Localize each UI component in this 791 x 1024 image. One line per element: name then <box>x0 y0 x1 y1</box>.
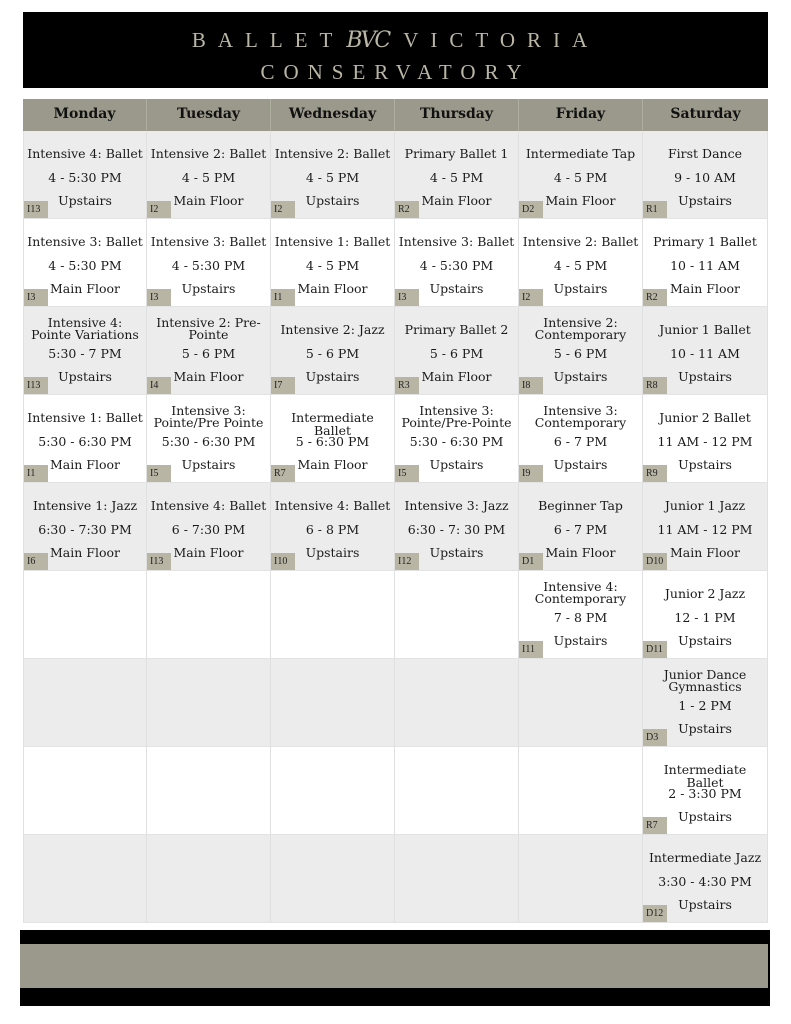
bvc-logo-icon: BVC <box>346 28 390 53</box>
class-time: 4 - 5:30 PM <box>48 170 122 185</box>
class-title: Intensive 2: Ballet <box>274 146 391 161</box>
class-room: Main Floor <box>297 281 368 296</box>
class-title: Junior 2 Jazz <box>664 586 746 601</box>
class-cell <box>395 483 519 571</box>
class-code-badge: I1 <box>24 465 48 482</box>
class-code-badge: I5 <box>395 465 419 482</box>
class-title: Primary 1 Ballet <box>653 234 757 249</box>
class-code-badge: I3 <box>147 289 171 306</box>
footer-band <box>20 944 768 988</box>
class-title: Junior Dance Gymnastics <box>663 667 747 694</box>
class-time: 6 - 7 PM <box>553 434 608 449</box>
class-code-badge: I13 <box>24 377 48 394</box>
class-time: 4 - 5 PM <box>553 170 608 185</box>
class-code-badge: R3 <box>395 377 419 394</box>
class-room: Main Floor <box>173 193 244 208</box>
conservatory-header <box>23 12 768 88</box>
class-time: 12 - 1 PM <box>674 610 736 625</box>
class-time: 6:30 - 7: 30 PM <box>407 522 506 537</box>
empty-cell <box>395 747 519 835</box>
footer-bar <box>20 930 770 1006</box>
class-cell <box>519 307 643 395</box>
class-time: 4 - 5 PM <box>181 170 236 185</box>
class-cell <box>643 747 768 835</box>
class-time: 11 AM - 12 PM <box>657 434 753 449</box>
class-title: Junior 1 Jazz <box>664 498 746 513</box>
class-title: Intensive 2: Pre-Pointe <box>156 315 261 342</box>
class-title: Primary Ballet 1 <box>404 146 509 161</box>
class-title: Intensive 4: Pointe Variations <box>31 315 139 342</box>
class-time: 7 - 8 PM <box>553 610 608 625</box>
class-title: Intensive 3: Pointe/Pre-Pointe <box>401 403 512 430</box>
class-cell <box>147 219 271 307</box>
schedule-row <box>23 395 768 483</box>
class-room: Upstairs <box>678 897 732 912</box>
class-cell <box>147 483 271 571</box>
class-title: Intermediate Tap <box>525 146 636 161</box>
class-code-badge: R7 <box>271 465 295 482</box>
class-cell <box>271 395 395 483</box>
class-room: Upstairs <box>678 633 732 648</box>
class-time: 3:30 - 4:30 PM <box>658 874 752 889</box>
class-time: 5 - 6 PM <box>553 346 608 361</box>
schedule-row <box>23 835 768 923</box>
class-cell <box>23 483 147 571</box>
class-time: 4 - 5 PM <box>305 170 360 185</box>
class-room: Main Floor <box>50 457 120 472</box>
class-code-badge: I4 <box>147 377 171 394</box>
class-code-badge: D11 <box>643 641 667 658</box>
class-code-badge: R1 <box>643 201 667 218</box>
class-code-badge: R7 <box>643 817 667 834</box>
class-room: Upstairs <box>678 193 732 208</box>
class-title: Intensive 1: Ballet <box>274 234 391 249</box>
class-room: Upstairs <box>305 193 360 208</box>
class-code-badge: I2 <box>519 289 543 306</box>
class-code-badge: I2 <box>147 201 171 218</box>
class-title: Intensive 4: Ballet <box>27 146 143 161</box>
class-time: 9 - 10 AM <box>674 170 736 185</box>
class-room: Main Floor <box>670 281 740 296</box>
class-time: 5 - 6 PM <box>305 346 360 361</box>
class-schedule-table <box>23 99 768 923</box>
empty-cell <box>519 659 643 747</box>
class-title: Intensive 1: Jazz <box>32 498 138 513</box>
empty-cell <box>23 747 147 835</box>
class-title: Intensive 3: Jazz <box>404 498 509 513</box>
class-cell <box>643 835 768 923</box>
day-header-friday: Friday <box>519 99 643 131</box>
class-cell <box>643 571 768 659</box>
schedule-row <box>23 307 768 395</box>
class-time: 4 - 5:30 PM <box>171 258 246 273</box>
class-code-badge: I3 <box>395 289 419 306</box>
class-time: 5 - 6:30 PM <box>295 434 370 449</box>
class-title: Intensive 3: Pointe/Pre Pointe <box>153 403 264 430</box>
class-room: Main Floor <box>545 193 616 208</box>
empty-cell <box>147 747 271 835</box>
class-room: Upstairs <box>429 281 484 296</box>
class-cell <box>23 131 147 219</box>
class-cell <box>395 131 519 219</box>
day-header-saturday: Saturday <box>670 106 741 122</box>
class-cell <box>519 131 643 219</box>
class-room: Upstairs <box>553 369 608 384</box>
header-word-victoria: VICTORIA <box>403 28 600 52</box>
class-time: 2 - 3:30 PM <box>668 786 742 801</box>
class-code-badge: I11 <box>519 641 543 658</box>
class-time: 5 - 6 PM <box>181 346 236 361</box>
class-code-badge: I1 <box>271 289 295 306</box>
class-time: 5:30 - 6:30 PM <box>409 434 504 449</box>
class-cell <box>643 483 768 571</box>
class-time: 5 - 6 PM <box>429 346 484 361</box>
class-title: Junior 1 Ballet <box>659 322 751 337</box>
class-room: Upstairs <box>553 457 608 472</box>
class-time: 4 - 5 PM <box>305 258 360 273</box>
class-code-badge: I7 <box>271 377 295 394</box>
class-room: Upstairs <box>305 369 360 384</box>
class-room: Upstairs <box>58 193 112 208</box>
empty-cell <box>395 835 519 923</box>
class-room: Upstairs <box>429 545 484 560</box>
header-title-line1 <box>23 28 768 53</box>
schedule-row <box>23 747 768 835</box>
class-room: Upstairs <box>181 457 236 472</box>
class-cell <box>147 395 271 483</box>
class-time: 10 - 11 AM <box>670 258 740 273</box>
empty-cell <box>271 659 395 747</box>
class-title: Intermediate Ballet <box>663 762 747 790</box>
class-time: 6:30 - 7:30 PM <box>38 522 132 537</box>
day-header-wednesday: Wednesday <box>271 99 395 131</box>
day-header-row <box>23 99 768 131</box>
header-title-line2: CONSERVATORY <box>260 60 531 84</box>
class-code-badge: I12 <box>395 553 419 570</box>
class-title: Intensive 4: Ballet <box>150 498 267 513</box>
class-time: 4 - 5 PM <box>553 258 608 273</box>
class-room: Main Floor <box>421 369 492 384</box>
class-room: Upstairs <box>553 633 608 648</box>
class-room: Upstairs <box>181 281 236 296</box>
class-time: 6 - 8 PM <box>305 522 360 537</box>
class-room: Main Floor <box>545 545 616 560</box>
class-code-badge: I13 <box>147 553 171 570</box>
class-code-badge: I8 <box>519 377 543 394</box>
empty-cell <box>147 835 271 923</box>
class-time: 4 - 5:30 PM <box>48 258 122 273</box>
class-code-badge: R2 <box>395 201 419 218</box>
empty-cell <box>519 835 643 923</box>
class-title: Junior 2 Ballet <box>659 410 751 425</box>
class-code-badge: D2 <box>519 201 543 218</box>
class-time: 10 - 11 AM <box>670 346 740 361</box>
class-title: Intermediate Ballet <box>291 410 374 438</box>
class-cell <box>643 219 768 307</box>
class-cell <box>395 307 519 395</box>
class-cell <box>23 307 147 395</box>
class-time: 5:30 - 6:30 PM <box>161 434 256 449</box>
class-cell <box>643 307 768 395</box>
class-code-badge: I10 <box>271 553 295 570</box>
class-title: Intensive 2: Ballet <box>522 234 639 249</box>
class-cell <box>271 131 395 219</box>
class-cell <box>519 571 643 659</box>
schedule-row <box>23 131 768 219</box>
schedule-row <box>23 483 768 571</box>
class-code-badge: R9 <box>643 465 667 482</box>
class-cell <box>395 219 519 307</box>
class-cell <box>519 483 643 571</box>
class-code-badge: I2 <box>271 201 295 218</box>
class-time: 4 - 5 PM <box>429 170 484 185</box>
empty-cell <box>23 571 147 659</box>
class-code-badge: R2 <box>643 289 667 306</box>
day-header-monday: Monday <box>23 99 147 131</box>
day-header-thursday: Thursday <box>395 99 519 131</box>
class-code-badge: D3 <box>643 729 667 746</box>
class-code-badge: I3 <box>24 289 48 306</box>
class-room: Upstairs <box>58 369 112 384</box>
empty-cell <box>395 571 519 659</box>
schedule-row <box>23 219 768 307</box>
class-cell <box>643 659 768 747</box>
class-room: Main Floor <box>50 281 120 296</box>
class-time: 11 AM - 12 PM <box>657 522 753 537</box>
class-code-badge: I9 <box>519 465 543 482</box>
class-time: 6 - 7 PM <box>553 522 608 537</box>
class-title: Beginner Tap <box>538 498 623 513</box>
class-time: 4 - 5:30 PM <box>419 258 494 273</box>
class-code-badge: R8 <box>643 377 667 394</box>
class-time: 5:30 - 6:30 PM <box>38 434 132 449</box>
class-room: Main Floor <box>297 457 368 472</box>
class-title: Intensive 3: Ballet <box>150 234 267 249</box>
class-title: Intensive 4: Ballet <box>274 498 391 513</box>
class-room: Main Floor <box>421 193 492 208</box>
class-room: Main Floor <box>173 369 244 384</box>
empty-cell <box>271 571 395 659</box>
class-code-badge: D12 <box>643 905 667 922</box>
class-room: Upstairs <box>678 457 732 472</box>
class-time: 1 - 2 PM <box>678 698 732 713</box>
class-title: Intermediate Jazz <box>648 850 762 865</box>
class-title: Intensive 2: Ballet <box>150 146 267 161</box>
class-title: First Dance <box>668 146 742 161</box>
class-cell <box>643 131 768 219</box>
class-room: Upstairs <box>429 457 484 472</box>
class-code-badge: I13 <box>24 201 48 218</box>
empty-cell <box>271 835 395 923</box>
class-cell <box>519 395 643 483</box>
empty-cell <box>23 835 147 923</box>
class-room: Upstairs <box>305 545 360 560</box>
class-title: Intensive 2: Jazz <box>280 322 385 337</box>
class-cell <box>271 483 395 571</box>
empty-cell <box>271 747 395 835</box>
class-room: Main Floor <box>173 545 244 560</box>
class-title: Primary Ballet 2 <box>404 322 509 337</box>
class-cell <box>271 307 395 395</box>
schedule-body <box>23 131 768 923</box>
class-cell <box>643 395 768 483</box>
empty-cell <box>23 659 147 747</box>
schedule-row <box>23 659 768 747</box>
class-code-badge: D10 <box>643 553 667 570</box>
class-code-badge: I6 <box>24 553 48 570</box>
class-code-badge: D1 <box>519 553 543 570</box>
schedule-row <box>23 571 768 659</box>
empty-cell <box>147 571 271 659</box>
class-cell <box>519 219 643 307</box>
class-room: Main Floor <box>670 545 740 560</box>
class-title: Intensive 3: Ballet <box>398 234 515 249</box>
class-cell <box>23 219 147 307</box>
class-cell <box>147 131 271 219</box>
class-cell <box>23 395 147 483</box>
class-cell <box>271 219 395 307</box>
class-title: Intensive 3: Contemporary <box>534 403 627 430</box>
class-time: 5:30 - 7 PM <box>48 346 122 361</box>
class-room: Upstairs <box>678 369 732 384</box>
class-title: Intensive 1: Ballet <box>27 410 143 425</box>
class-title: Intensive 2: Contemporary <box>534 315 627 342</box>
class-time: 6 - 7:30 PM <box>171 522 246 537</box>
class-title: Intensive 3: Ballet <box>27 234 143 249</box>
empty-cell <box>395 659 519 747</box>
class-title: Intensive 4: Contemporary <box>534 579 627 606</box>
empty-cell <box>519 747 643 835</box>
class-room: Upstairs <box>678 809 732 824</box>
class-cell <box>147 307 271 395</box>
class-code-badge: I5 <box>147 465 171 482</box>
class-room: Main Floor <box>50 545 120 560</box>
day-header-tuesday: Tuesday <box>147 99 271 131</box>
header-word-ballet: BALLET <box>191 28 345 52</box>
empty-cell <box>147 659 271 747</box>
class-room: Upstairs <box>553 281 608 296</box>
class-room: Upstairs <box>678 721 732 736</box>
class-cell <box>395 395 519 483</box>
